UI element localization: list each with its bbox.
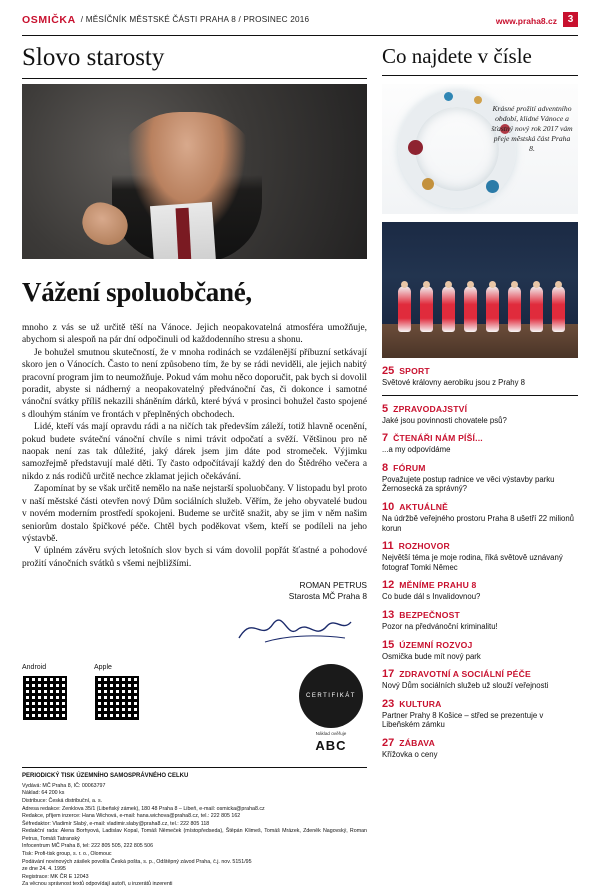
page-number-badge: 3 (563, 12, 578, 27)
toc-category: KULTURA (399, 698, 442, 709)
bauble-icon (486, 180, 499, 193)
toc-category: MĚNÍME PRAHU 8 (399, 580, 477, 591)
toc-text: Osmička bude mít nový park (382, 651, 481, 661)
athlete-head (489, 281, 496, 288)
signer-name: ROMAN PETRUS (299, 580, 367, 591)
imprint-line: Tisk: Profi-tisk group, s. r. o., Olomouc (22, 851, 112, 858)
photo-floor (382, 324, 578, 358)
toc-text: Pozor na předvánoční kriminalitu! (382, 621, 498, 631)
toc-text: Co bude dál s Invalidovnou? (382, 592, 481, 602)
imprint-line: Registrace: MK ČR E 12043 (22, 873, 89, 880)
athlete-figure (420, 286, 433, 332)
toc-entry-forum[interactable] (382, 462, 578, 494)
bauble-icon (444, 92, 453, 101)
imprint-line: Adresa redakce: Zenklova 35/1 (Libeňský zámek), 180 48 Praha 8 – Libeň, e-mail: osmicka@praha8.cz (22, 805, 265, 812)
masthead-right-group (496, 14, 578, 27)
website-link[interactable]: www.praha8.cz (495, 15, 557, 26)
christmas-wreath-image (382, 84, 578, 214)
left-column-heading: Slovo starosty (22, 44, 367, 79)
imprint-line: Redakce, příjem inzerce: Hana Wichová, e-mail: hana.wichova@praha8.cz, tel.: 222 805 162 (22, 813, 241, 820)
toc-entry-menime-prahu-8[interactable] (382, 579, 578, 602)
imprint-line: Podávání novinových zásilek povolila Česká pošta, s. p., Odštěpný závod Praha, č.j. nov. 5151/95 (22, 858, 252, 865)
abc-logo: ABC (315, 738, 347, 754)
athlete-figure (398, 286, 411, 332)
featured-page-number: 25 (382, 365, 395, 377)
toc-text: Nový Dům sociálních služeb už slouží veřejnosti (382, 681, 549, 691)
toc-page-number: 5 (382, 402, 389, 415)
toc-category: ČTENÁŘI NÁM PÍŠÍ... (393, 433, 483, 444)
bauble-icon (474, 96, 482, 104)
toc-category: ZÁBAVA (399, 737, 435, 748)
imprint-line: Za věcnou správnost textů odpovídají autoři, u inzerátů inzerenti (22, 881, 173, 888)
publication-name: OSMIČKA (22, 14, 76, 26)
toc-category: ZPRAVODAJSTVÍ (393, 403, 468, 414)
article-paragraph: V úplném závěru svých letošních slov bych si vám dovolil popřát šťastné a pohodové prožití vánočních svátků s všemi nejbližšími. (22, 546, 367, 569)
article-paragraph: mnoho z vás se už určitě těší na Vánoce. Jejich neopakovatelná atmosféra umožňuje, abychom si alespoň na pár dní odpočinuli od každodenního stresu a shonu. (22, 323, 367, 346)
athlete-figure (464, 286, 477, 332)
imprint-line: Redakční rada: Alena Borhyová, Ladislav Kopal, Tomáš Němeček (místopředseda), Štěpán Klimeš, Tomáš Mrázek, Zdeněk Nagovský, Roman Petrus, Tomáš Tatranský (22, 828, 367, 842)
featured-teaser[interactable] (382, 365, 578, 388)
athlete-head (555, 281, 562, 288)
qr-apple-code[interactable] (94, 675, 140, 721)
athlete-head (423, 281, 430, 288)
certificate-sub: Náklad ověřuje (315, 731, 347, 737)
athlete-head (533, 281, 540, 288)
toc-page-number: 11 (382, 540, 394, 553)
right-column (382, 84, 578, 765)
toc-category: ROZHOVOR (398, 541, 450, 552)
app-qr-row (22, 664, 367, 753)
imprint-line: Šéfredaktor: Vladimír Slabý, e-mail: vladimir.slaby@praha8.cz, tel.: 222 805 118 (22, 820, 210, 827)
imprint-line: Infocentrum MČ Praha 8, tel: 222 805 505, 222 805 506 (22, 843, 154, 850)
toc-category: ÚZEMNÍ ROZVOJ (399, 639, 473, 650)
athlete-figure (486, 286, 499, 332)
toc-page-number: 23 (382, 697, 395, 710)
imprint-line: Vydává: MČ Praha 8, IČ: 00063797 (22, 782, 106, 789)
imprint-block (22, 767, 367, 889)
toc-text: Považujete postup radnice ve věci výstavby parku Žernosecká za správný? (382, 474, 555, 494)
imprint-line: ze dne 24. 4. 1995 (22, 866, 66, 873)
sport-team-photo (382, 222, 578, 358)
qr-android-code[interactable] (22, 675, 68, 721)
mayor-portrait-photo (22, 84, 367, 259)
bauble-icon (422, 178, 434, 190)
qr-android[interactable] (22, 664, 68, 721)
article-signoff (22, 580, 367, 648)
toc-text: Na údržbě veřejného prostoru Praha 8 ušetří 22 milionů korun (382, 513, 574, 533)
toc-entry-kultura[interactable] (382, 698, 578, 730)
toc-entry-bezpecnost[interactable] (382, 609, 578, 632)
imprint-title: PERIODICKÝ TISK ÚZEMNÍHO SAMOSPRÁVNÉHO CELKU (22, 773, 189, 780)
bauble-icon (408, 140, 423, 155)
certificate-line1: CERTIFIKÁT (306, 693, 356, 700)
qr-android-label: Android (22, 664, 47, 672)
holiday-greeting-text: Krásné prožití adventního období, klidné Vánoce a šťastný nový rok 2017 vám přeje městská část Praha 8. (491, 104, 573, 153)
toc-category: BEZPEČNOST (399, 609, 460, 620)
article-paragraph: Zapomínat by se však určitě nemělo na naše nejstarší spoluobčany. V listopadu byl proto v naší městské části otevřen nový Dům sociálních služeb. Věřím, že jeho obyvatelé budou v novém moderním prostředí spokojeni. Budeme se určitě snažit, aby se jim v něm našim seniorům dostalo špičkové péče. Chtěl bych poděkovat všem, kteří se podíleli na jeho výstavbě. (22, 484, 367, 544)
signer-title: Starosta MČ Praha 8 (288, 591, 367, 602)
divider (382, 395, 578, 396)
toc-category: FÓRUM (393, 462, 426, 473)
athlete-figure (530, 286, 543, 332)
athlete-figure (552, 286, 565, 332)
toc-page-number: 12 (382, 579, 395, 592)
toc-entry-zabava[interactable] (382, 737, 578, 760)
toc-page-number: 15 (382, 638, 395, 651)
athlete-head (511, 281, 518, 288)
toc-entry-ctenari-nam-pisi[interactable] (382, 432, 578, 455)
athlete-head (445, 281, 452, 288)
imprint-line: Distribuce: Česká distribuční, a. s. (22, 797, 103, 804)
toc-text: Partner Prahy 8 Košice – střed se prezentuje v Libeňském zámku (382, 710, 544, 730)
toc-page-number: 7 (382, 432, 389, 445)
abc-certificate-badge (295, 664, 367, 753)
toc-text: Křížovka o ceny (382, 749, 438, 759)
toc-page-number: 8 (382, 461, 389, 474)
athlete-figure (508, 286, 521, 332)
toc-entry-aktualne[interactable] (382, 501, 578, 533)
athlete-head (401, 281, 408, 288)
toc-entry-rozhovor[interactable] (382, 540, 578, 572)
toc-category: ZDRAVOTNÍ A SOCIÁLNÍ PÉČE (399, 669, 531, 680)
article-paragraph: Je bohužel smutnou skutečností, že v mnoha rodinách se vzdálenější příbuzní setkávají skoro jen o Vánocích. Často to není způsobeno tím, že by se rádi neviděli, ale jejich nabitý pracovní program jim to neumožňuje. Pokud vám mohu něco doporučit, pak bych si dovolil poradit, abyste si nádherný a neopakovatelný předvánoční čas, či dokonce i samotné vánoční svátky příliš nekazili sháněním dárků, které bývá v prosinci bohužel často spojené s dlouhým stáním ve frontách v přeplněných obchodech. (22, 347, 367, 420)
toc-page-number: 13 (382, 608, 395, 621)
right-column-heading: Co najdete v čísle (382, 44, 578, 76)
qr-apple[interactable] (94, 664, 140, 721)
featured-category: SPORT (399, 366, 430, 376)
featured-text: Světové královny aerobiku jsou z Prahy 8 (382, 378, 526, 387)
article-paragraph: Lidé, kteří vás mají opravdu rádi a na ničích tak především záleží, totiž hlavně ocenění, pokud budete sváteční vánoční chvíle s nimi trávit odpočatí a svěží. Většinou pro ně naopak není zas tak důležité, jaký dárek jsem jim dáte pod stromeček. Výjimku samozřejmě představují malé děti. Ty často odpočítávají každý den do Štědrého večera a nikdo z nás rodičů určitě nechce zklamat jejich očekávání. (22, 422, 367, 482)
toc-entry-zdravotni-a-socialni-pece[interactable] (382, 668, 578, 691)
athlete-head (467, 281, 474, 288)
toc-page-number: 27 (382, 736, 395, 749)
toc-page-number: 10 (382, 500, 395, 513)
publication-subtitle: / MĚSÍČNÍK MĚSTSKÉ ČÁSTI PRAHA 8 / PROSINEC 2016 (80, 15, 310, 24)
imprint-line: Náklad: 64 200 ks (22, 790, 65, 797)
qr-apple-label: Apple (94, 664, 112, 672)
article-body (22, 322, 367, 570)
athlete-figure (442, 286, 455, 332)
toc-text: Jaké jsou povinnosti chovatele psů? (382, 415, 507, 425)
toc-text: ...a my odpovídáme (382, 445, 451, 455)
article-headline: Vážení spoluobčané, (22, 277, 252, 307)
toc-entry-uzemni-rozvoj[interactable] (382, 639, 578, 662)
toc-text: Největší téma je moje rodina, říká světově uznávaný fotograf Tomki Němec (382, 553, 563, 572)
masthead-bar (22, 14, 578, 36)
toc-entry-zpravodajstvi[interactable] (382, 403, 578, 426)
certificate-seal-icon (299, 664, 363, 728)
toc-page-number: 17 (382, 668, 395, 681)
left-column (22, 84, 367, 889)
handwritten-signature (22, 608, 367, 648)
toc-category: AKTUÁLNĚ (399, 501, 449, 512)
